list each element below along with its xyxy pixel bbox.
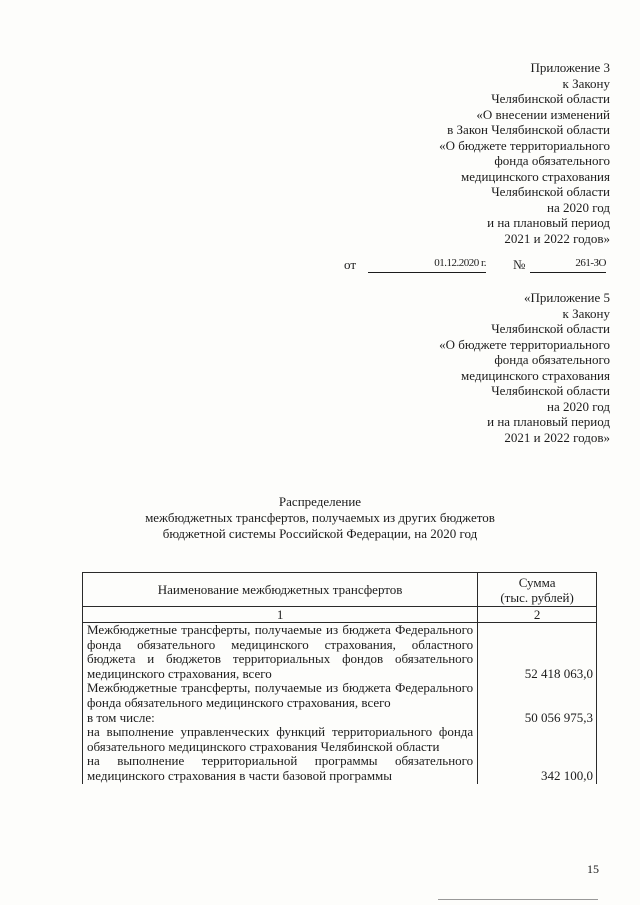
appendix-line: «О бюджете территориального [439, 137, 610, 153]
appendix-line: Челябинской области [491, 383, 610, 398]
transfers-table [82, 572, 597, 784]
appendix-line: и на плановый период [487, 215, 610, 230]
appendix-line: в Закон Челябинской области [447, 122, 610, 137]
transfer-sums-cell [478, 623, 597, 784]
column-header-sum [478, 573, 597, 607]
document-title [0, 494, 640, 542]
appendix-line: медицинского страхования [461, 367, 610, 383]
appendix-line: Приложение 3 [530, 60, 610, 75]
date-label: от [344, 257, 357, 272]
table-row [83, 623, 597, 784]
title-line-2: межбюджетных трансфертов, получаемых из других бюджетов [145, 510, 495, 525]
appendix-line: 2021 и 2022 годов» [504, 230, 610, 246]
appendix-header-amending [439, 60, 610, 246]
transfer-sum: 50 056 975,3 [524, 709, 593, 725]
page-number: 15 [587, 862, 599, 876]
column-header-sum-line1: Сумма [518, 574, 556, 590]
column-header-name: Наименование межбюджетных трансфертов [83, 573, 478, 607]
date-value: 01.12.2020 г. [368, 257, 486, 273]
appendix-header-original [439, 290, 610, 445]
table-number-row [83, 607, 597, 623]
appendix-line: «Приложение 5 [523, 290, 610, 305]
transfer-name: в том числе: [87, 709, 155, 725]
scan-edge-line [438, 899, 598, 900]
column-number-1: 1 [83, 607, 478, 623]
number-label: № [513, 257, 526, 272]
title-line-3: бюджетной системы Российской Федерации, на 2020 год [162, 526, 478, 541]
transfer-name: Межбюджетные трансферты, получаемые из бюджета Федерального фонда обязательного медицинского страхования, всего [87, 680, 474, 710]
transfer-names-cell [83, 623, 478, 784]
transfer-name: на выполнение территориальной программы обязательного медицинского страхования в части базовой программы [87, 753, 474, 783]
appendix-line: 2021 и 2022 годов» [504, 429, 610, 445]
appendix-line: «О бюджете территориального [439, 336, 610, 352]
transfer-name: Межбюджетные трансферты, получаемые из бюджета Федерального фонда обязательного медицинского страхования, областного бюджета и бюджетов территориальных фондов обязательного медицинского страхования, всего [87, 622, 474, 681]
appendix-line: и на плановый период [487, 414, 610, 429]
appendix-line: «О внесении изменений [476, 106, 610, 122]
table-header-row [83, 573, 597, 607]
appendix-line: фонда обязательного [494, 153, 610, 168]
appendix-line: Челябинской области [491, 184, 610, 199]
appendix-line: медицинского страхования [461, 168, 610, 184]
column-number-2: 2 [478, 607, 597, 623]
appendix-line: Челябинской области [491, 91, 610, 106]
title-line-1: Распределение [278, 494, 362, 509]
number-value: 261-ЗО [530, 257, 606, 273]
appendix-line: на 2020 год [547, 199, 610, 215]
appendix-line: фонда обязательного [494, 352, 610, 367]
appendix-line: к Закону [562, 305, 610, 321]
column-header-sum-line2: (тыс. рублей) [500, 589, 574, 605]
transfer-sum: 342 100,0 [541, 768, 593, 784]
transfer-name: на выполнение управленческих функций территориального фонда обязательного медицинского страхования Челябинской области [87, 724, 474, 754]
appendix-line: Челябинской области [491, 321, 610, 336]
transfer-sum: 52 418 063,0 [524, 666, 593, 681]
appendix-line: к Закону [562, 75, 610, 91]
appendix-line: на 2020 год [547, 398, 610, 414]
